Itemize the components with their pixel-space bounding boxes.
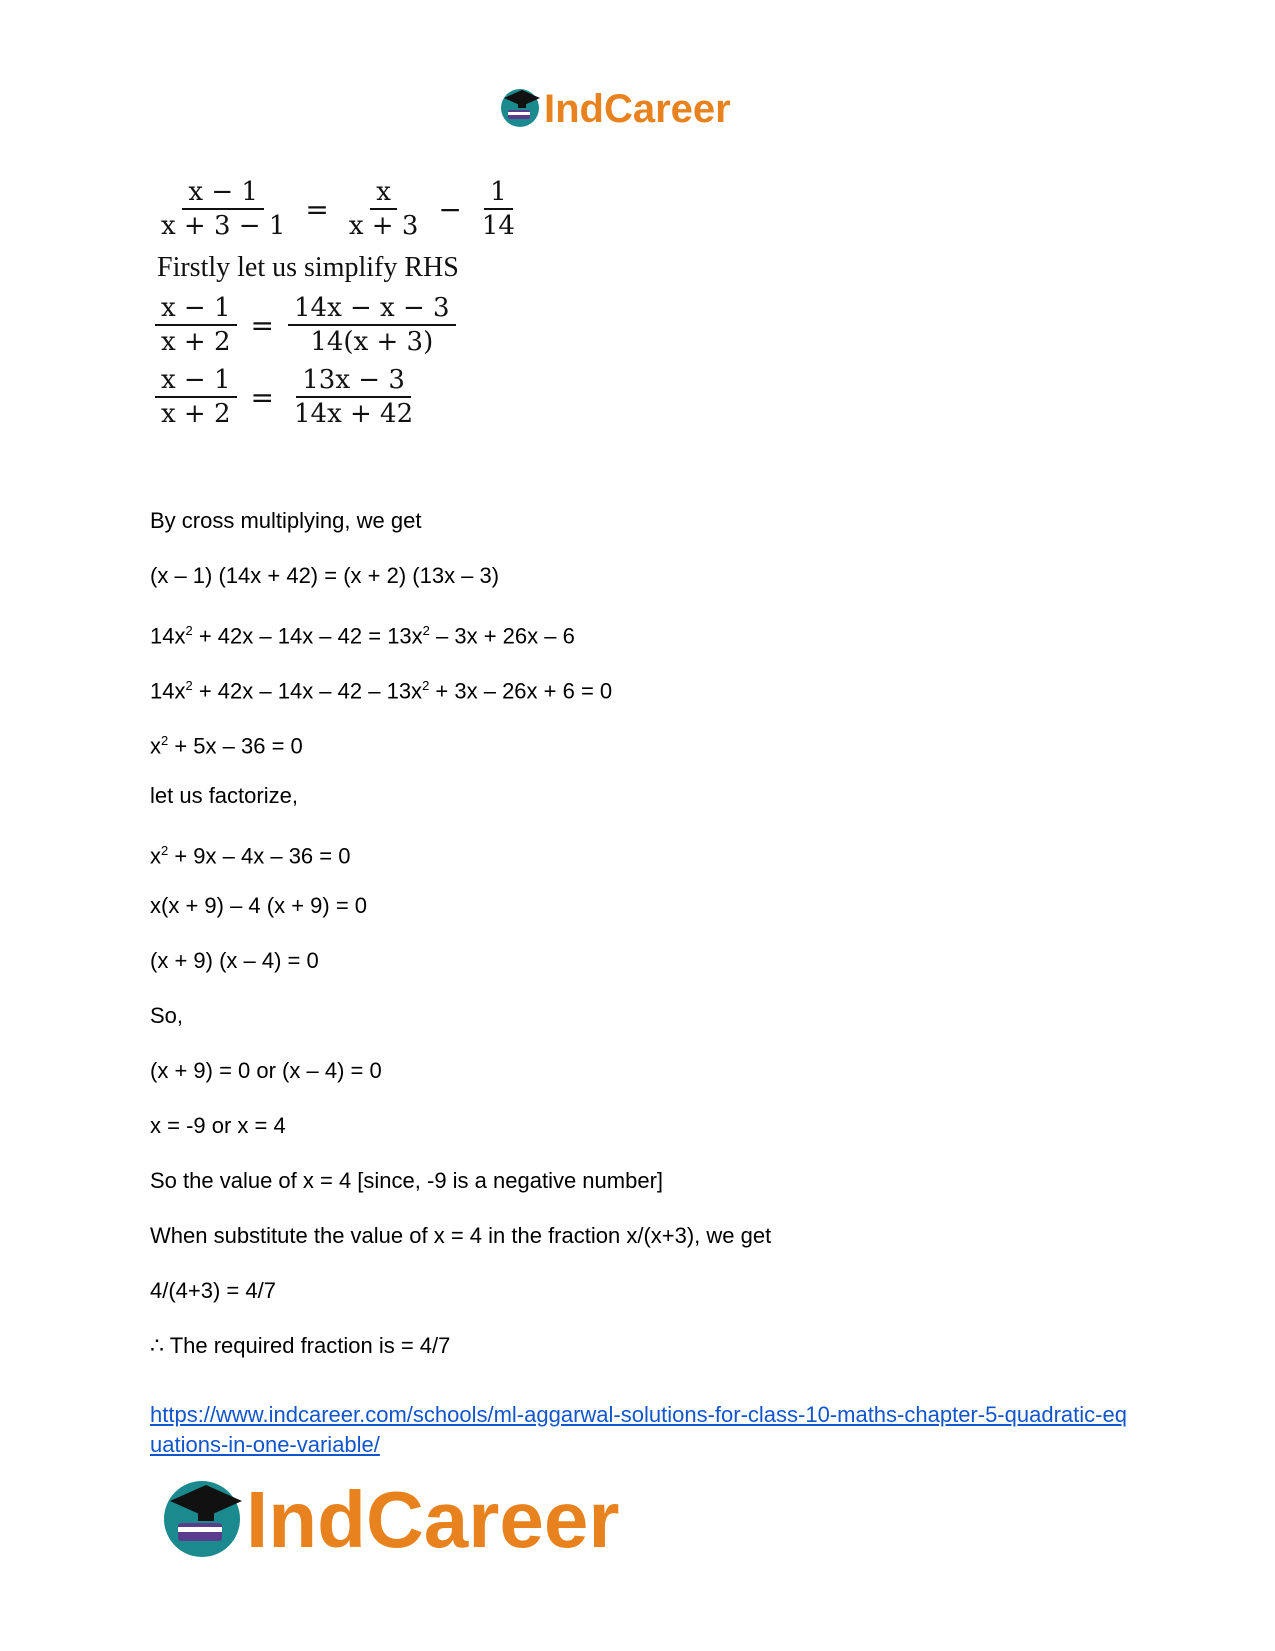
- fraction: [343, 176, 425, 242]
- fraction: [288, 364, 419, 430]
- conclusion-line: ∴ The required fraction is = 4/7: [150, 1333, 451, 1358]
- step-line: By cross multiplying, we get: [150, 508, 422, 533]
- step-line: When substitute the value of x = 4 in the fraction x/(x+3), we get: [150, 1223, 772, 1248]
- step-line: x(x + 9) – 4 (x + 9) = 0: [150, 893, 368, 918]
- numerator: x − 1: [155, 364, 237, 398]
- step-line: $14x^2 + 42x - 14x - 42 = 13x^2 - 3x + 26x - 6$: [150, 623, 575, 649]
- fraction: [288, 292, 456, 358]
- denominator: 14: [481, 211, 515, 241]
- simplify-note: Firstly let us simplify RHS: [157, 252, 459, 283]
- fraction: [155, 176, 291, 242]
- equals-sign: =: [250, 380, 274, 414]
- step-line: (x – 1) (14x + 42) = (x + 2) (13x – 3): [150, 563, 500, 588]
- step-line: let us factorize,: [150, 783, 298, 808]
- graduation-cap-book-icon: [501, 89, 540, 127]
- step-line: $x^2 + 9x - 4x - 36 = 0$: [150, 843, 351, 869]
- equation-1: [155, 176, 775, 242]
- numerator: x: [370, 176, 397, 210]
- denominator: x + 3 − 1: [161, 211, 286, 241]
- step-line: x = -9 or x = 4: [150, 1113, 286, 1138]
- fraction: [155, 292, 237, 358]
- fraction: [155, 364, 237, 430]
- solution-steps: [150, 508, 1130, 1388]
- numerator: 13x − 3: [296, 364, 411, 398]
- denominator: 14(x + 3): [310, 327, 434, 357]
- numerator: 14x − x − 3: [288, 292, 456, 326]
- step-line: So,: [150, 1003, 184, 1028]
- step-line: $x^2 + 5x - 36 = 0$: [150, 733, 303, 759]
- denominator: x + 3: [348, 211, 419, 241]
- numerator: 1: [484, 176, 513, 210]
- math-derivation: [155, 176, 775, 436]
- equation-2: [155, 292, 775, 358]
- equation-3: [155, 364, 775, 430]
- step-line: (x + 9) = 0 or (x – 4) = 0: [150, 1058, 382, 1083]
- equals-sign: =: [250, 308, 274, 342]
- numerator: x − 1: [155, 292, 237, 326]
- denominator: x + 2: [161, 399, 231, 429]
- equals-sign: =: [305, 192, 329, 226]
- denominator: x + 2: [161, 327, 231, 357]
- source-link[interactable]: https://www.indcareer.com/schools/ml-aggarwal-solutions-for-class-10-maths-chapter-5-quadratic-equations-in-one-variable/: [150, 1402, 1127, 1457]
- step-line: $14x^2 + 42x - 14x - 42 - 13x^2 + 3x - 26x + 6 = 0$: [150, 678, 613, 704]
- indcareer-logo-bottom: [160, 1465, 720, 1565]
- logo-wordmark: IndCareer: [246, 1475, 620, 1564]
- indcareer-logo-top: [500, 78, 800, 134]
- denominator: 14x + 42: [294, 399, 414, 429]
- numerator: x − 1: [182, 176, 264, 210]
- minus-sign: −: [438, 192, 462, 226]
- logo-wordmark: IndCareer: [544, 87, 731, 131]
- step-line: 4/(4+3) = 4/7: [150, 1278, 276, 1303]
- graduation-cap-book-icon: [164, 1481, 242, 1557]
- step-line: (x + 9) (x – 4) = 0: [150, 948, 319, 973]
- step-line: So the value of x = 4 [since, -9 is a negative number]: [150, 1168, 664, 1193]
- fraction: [476, 176, 521, 242]
